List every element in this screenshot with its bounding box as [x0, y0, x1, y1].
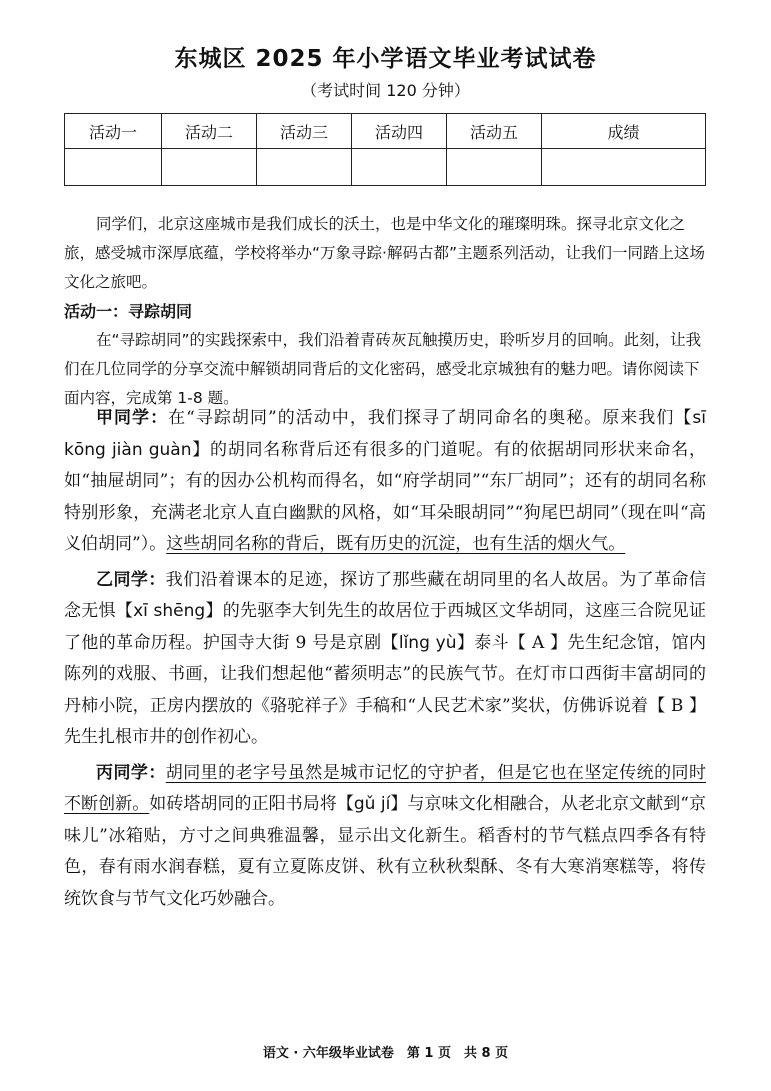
student-b-text-3: 泰斗【 A 】先生纪念馆，馆内陈列的戏服、书画，让我们想起他“蓄须明志”的民族气节。在灯市口西街丰富胡同的丹柿小院，正房内摆放的《骆驼祥子》手稿和“人民艺术家”奖状，仿佛诉说着【 B 】先生扎根市井的创作初心。: [64, 632, 706, 747]
student-b-label: 乙同学：: [96, 569, 166, 590]
student-c-text-1: 如砖塔胡同的正阳书局将: [149, 794, 337, 814]
pinyin-blank-4: 【gǔ jí】: [336, 794, 408, 814]
score-table-entry-row: [65, 149, 706, 186]
student-c-text-2: 与京味文化相融合，从老北京文献到“京味儿”冰箱贴，方寸之间典雅温馨，显示出文化新生。稻香村的节气糕点四季各有特色，春有雨水润春糕，夏有立夏陈皮饼、秋有立秋秋梨酥、冬有大寒消寒糕等，将传统饮食与节气文化巧妙融合。: [64, 794, 707, 909]
student-a-underlined-sentence: 这些胡同名称的背后，既有历史的沉淀，也有生活的烟火气。: [166, 534, 626, 554]
page-footer: 语文 · 六年级毕业试卷 第 1 页 共 8 页: [262, 1046, 509, 1061]
student-c-underlined-sentence: 胡同里的老字号虽然是城市记忆的守护者，但是它也在坚定传统的同时不断创新。: [64, 762, 706, 814]
activity-1-intro: 在“寻踪胡同”的实践探索中，我们沿着青砖灰瓦触摸历史，聆听岁月的回响。此刻，让我们在几位同学的分享交流中解锁胡同背后的文化密码，感受北京城独有的魅力吧。请你阅读下面内容，完成第 1-8 题。: [64, 331, 702, 407]
score-col-activity-5: 活动五: [447, 114, 542, 149]
exam-duration: （考试时间 120 分钟）: [301, 81, 470, 100]
activity-1-heading: 活动一：寻踪胡同: [64, 302, 193, 321]
pinyin-blank-2: 【xī shēng】: [115, 601, 223, 621]
exam-title: 东城区 2025 年小学语文毕业考试试卷: [174, 46, 597, 72]
student-a-paragraph: [64, 403, 706, 561]
student-c-paragraph: [64, 758, 706, 916]
intro-section: [64, 210, 706, 413]
score-cell[interactable]: [542, 149, 706, 186]
student-c-label: 丙同学：: [96, 762, 166, 783]
score-col-activity-3: 活动三: [257, 114, 352, 149]
score-cell[interactable]: [257, 149, 352, 186]
score-col-activity-2: 活动二: [162, 114, 257, 149]
score-col-activity-1: 活动一: [65, 114, 162, 149]
student-a-text-2: 的胡同名称背后还有很多的门道呢。有的依据胡同形状来命名，如“抽屉胡同”；有的因办公机构而得名，如“府学胡同”“东厂胡同”；还有的胡同名称特别形象，充满老北京人直白幽默的风格，如“耳朵眼胡同”“狗尾巴胡同”（现在叫“高义伯胡同”）。: [64, 439, 707, 554]
score-col-activity-4: 活动四: [352, 114, 447, 149]
score-cell[interactable]: [352, 149, 447, 186]
pinyin-blank-1: 【sī kōng jiàn guàn】: [64, 408, 706, 460]
reading-passage: [64, 403, 706, 919]
student-a-text-1: 在“寻踪胡同”的活动中，我们探寻了胡同命名的奥秘。原来我们: [168, 408, 675, 428]
score-cell[interactable]: [447, 149, 542, 186]
score-cell[interactable]: [65, 149, 162, 186]
intro-paragraph: 同学们，北京这座城市是我们成长的沃土，也是中华文化的璀璨明珠。探寻北京文化之旅，感受城市深厚底蕴，学校将举办“万象寻踪·解码古都”主题系列活动，让我们一同踏上这场文化之旅吧。: [64, 215, 705, 291]
score-table: [64, 113, 706, 186]
student-a-label: 甲同学：: [96, 408, 169, 428]
student-b-text-2: 的先驱李大钊先生的故居位于西城区文华胡同，这座三合院见证了他的革命历程。护国寺大街 9 号是京剧: [64, 601, 707, 653]
pinyin-blank-3: 【lǐng yù】: [381, 632, 475, 653]
score-cell[interactable]: [162, 149, 257, 186]
student-b-paragraph: [64, 565, 706, 754]
student-b-text-1: 我们沿着课本的足迹，探访了那些藏在胡同里的名人故居。为了革命信念无惧: [64, 569, 706, 621]
score-table-header-row: [65, 114, 706, 149]
score-col-total: 成绩: [542, 114, 706, 149]
